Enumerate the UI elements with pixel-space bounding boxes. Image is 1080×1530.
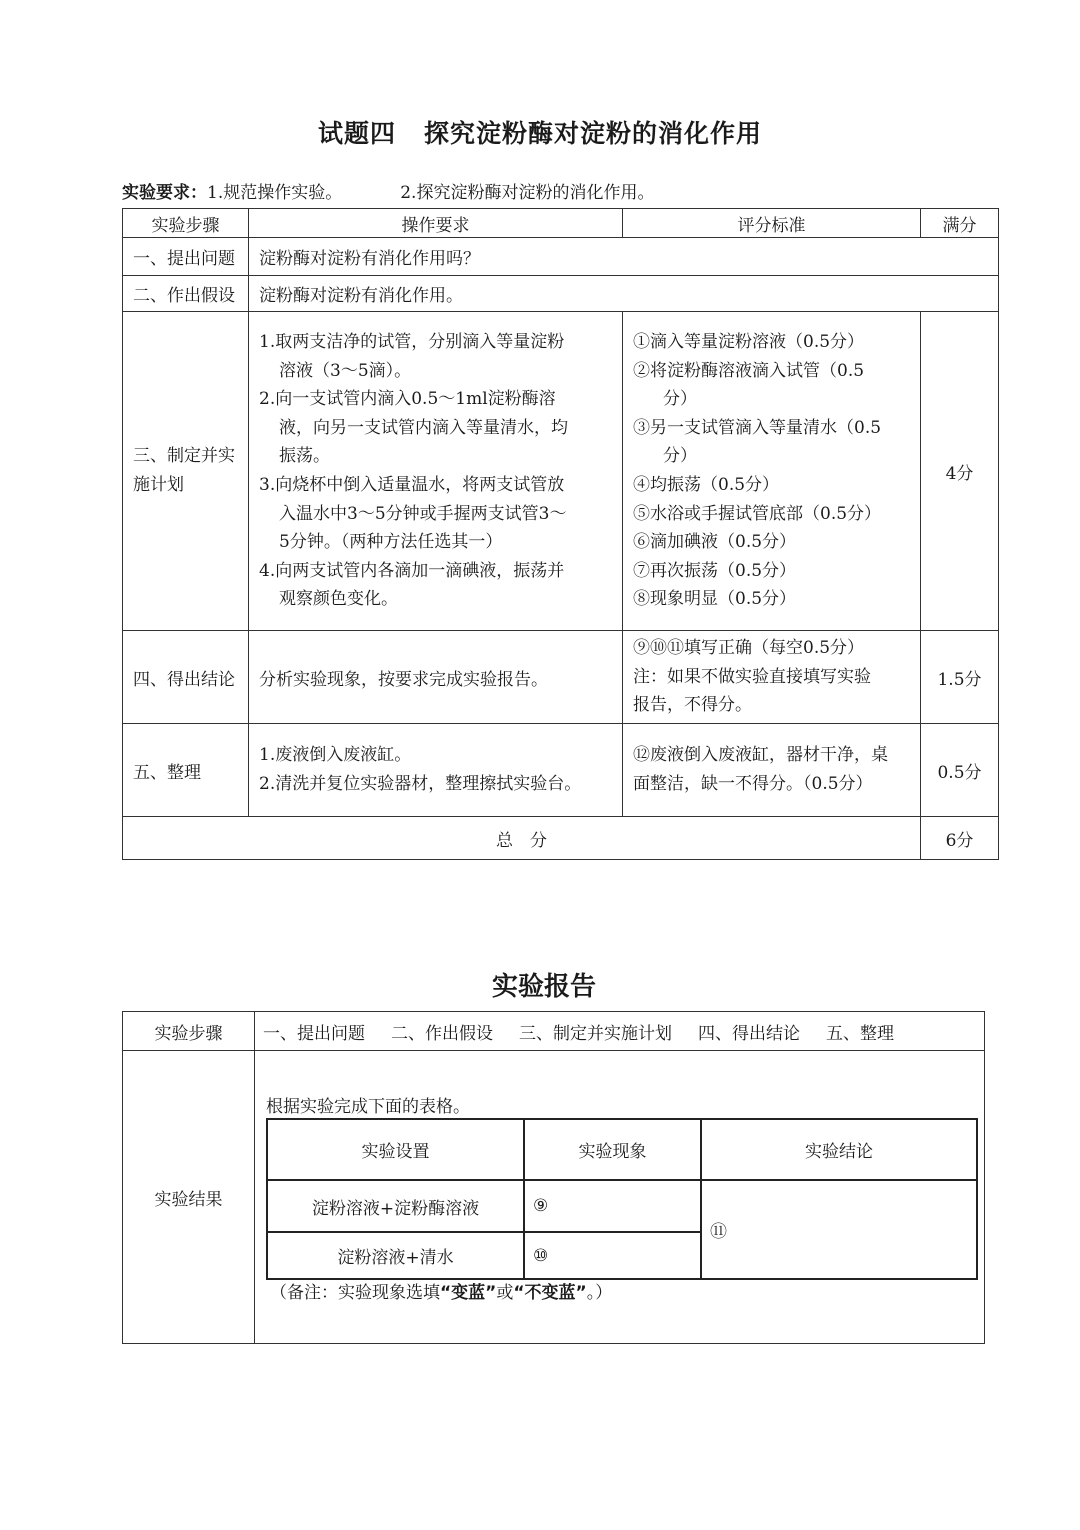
score-cell: 0.5分 — [921, 724, 999, 817]
report-steps-row — [123, 1012, 985, 1051]
header-score: 满分 — [921, 209, 999, 238]
total-score: 6分 — [921, 817, 999, 860]
total-label: 总 分 — [123, 817, 921, 860]
table-row — [123, 724, 999, 817]
table-row — [123, 276, 999, 312]
exam-title — [0, 114, 1080, 150]
note-option-not-blue: “不变蓝” — [513, 1283, 587, 1303]
requirement-2: 2.探究淀粉酶对淀粉的消化作用。 — [400, 183, 655, 203]
report-note — [270, 1278, 612, 1303]
criteria-line: ⑤水浴或手握试管底部（0.5分） — [633, 503, 882, 524]
report-results-cell — [255, 1051, 985, 1344]
step-cell: 五、整理 — [123, 724, 249, 817]
note-or: 或 — [496, 1283, 514, 1303]
report-step: 三、制定并实施计划 — [519, 1023, 672, 1044]
table-header-row — [123, 209, 999, 238]
table-row — [123, 631, 999, 724]
requirements — [122, 178, 654, 203]
phenomenon-blank: ⑩ — [524, 1232, 701, 1279]
criteria-line: ⑨⑩⑪填写正确（每空0.5分） — [633, 638, 865, 659]
criteria-line: 报告，不得分。 — [633, 695, 752, 716]
report-step: 一、提出问题 — [263, 1023, 365, 1044]
report-step: 五、整理 — [826, 1023, 894, 1044]
requirement-line: 入温水中3～5分钟或手握两支试管3～ — [279, 503, 567, 524]
scoring-table — [122, 208, 999, 860]
note-prefix: （备注：实验现象选填 — [270, 1283, 440, 1303]
header-criteria: 评分标准 — [623, 209, 921, 238]
header-requirement: 操作要求 — [249, 209, 623, 238]
step-cell: 一、提出问题 — [123, 238, 249, 276]
requirement-line: 5分钟。（两种方法任选其一） — [279, 532, 503, 553]
results-table — [266, 1118, 978, 1280]
requirements-label: 实验要求： — [122, 183, 207, 203]
score-cell: 1.5分 — [921, 631, 999, 724]
criteria-line: ⑫废液倒入废液缸，器材干净，桌 — [633, 745, 888, 766]
criteria-cell — [623, 631, 921, 724]
results-row — [267, 1180, 977, 1232]
conclusion-blank: ⑪ — [701, 1180, 977, 1279]
exam-number: 试题四 — [317, 119, 396, 148]
requirement-line: 1.取两支洁净的试管，分别滴入等量淀粉 — [259, 332, 565, 353]
report-steps-label: 实验步骤 — [123, 1012, 255, 1051]
requirement-line: 液，向另一支试管内滴入等量清水，均 — [279, 417, 568, 438]
criteria-cell — [623, 312, 921, 631]
report-table — [122, 1011, 985, 1344]
total-row — [123, 817, 999, 860]
results-header-conclusion: 实验结论 — [701, 1119, 977, 1180]
results-header-setup: 实验设置 — [267, 1119, 524, 1180]
report-results-label: 实验结果 — [123, 1051, 255, 1344]
report-steps — [255, 1012, 985, 1051]
criteria-line: 注：如果不做实验直接填写实验 — [633, 666, 871, 687]
report-step: 二、作出假设 — [391, 1023, 493, 1044]
requirement-1: 1.规范操作实验。 — [207, 183, 343, 203]
step-line: 施计划 — [133, 475, 184, 495]
step-cell: 二、作出假设 — [123, 276, 249, 312]
setup-cell: 淀粉溶液+清水 — [267, 1232, 524, 1279]
report-results-row — [123, 1051, 985, 1344]
requirement-cell — [249, 724, 623, 817]
table-row — [123, 238, 999, 276]
results-header-phenomenon: 实验现象 — [524, 1119, 701, 1180]
requirement-line: 2.清洗并复位实验器材，整理擦拭实验台。 — [259, 774, 582, 794]
table-row — [123, 312, 999, 631]
requirement-cell: 淀粉酶对淀粉有消化作用。 — [249, 276, 999, 312]
criteria-line: ②将淀粉酶溶液滴入试管（0.5 — [633, 360, 865, 381]
note-suffix: 。） — [586, 1283, 613, 1303]
requirement-cell — [249, 312, 623, 631]
criteria-line: ④均振荡（0.5分） — [633, 475, 780, 495]
setup-cell: 淀粉溶液+淀粉酶溶液 — [267, 1180, 524, 1232]
requirement-line: 2.向一支试管内滴入0.5～1ml淀粉酶溶 — [259, 389, 556, 410]
step-cell: 四、得出结论 — [123, 631, 249, 724]
step-cell — [123, 312, 249, 631]
requirement-line: 4.向两支试管内各滴加一滴碘液，振荡并 — [259, 560, 565, 581]
step-line: 三、制定并实 — [133, 446, 235, 467]
exam-topic: 探究淀粉酶对淀粉的消化作用 — [424, 119, 763, 148]
report-instruction: 根据实验完成下面的表格。 — [266, 1097, 470, 1117]
requirement-line: 3.向烧杯中倒入适量温水，将两支试管放 — [259, 475, 565, 495]
criteria-line: ①滴入等量淀粉溶液（0.5分） — [633, 332, 865, 353]
note-option-blue: “变蓝” — [440, 1283, 497, 1303]
criteria-cell — [623, 724, 921, 817]
score-cell: 4分 — [921, 312, 999, 631]
requirement-line: 溶液（3～5滴）。 — [279, 360, 412, 381]
header-step: 实验步骤 — [123, 209, 249, 238]
requirement-cell: 淀粉酶对淀粉有消化作用吗？ — [249, 238, 999, 276]
criteria-line: ⑦再次振荡（0.5分） — [633, 560, 797, 581]
criteria-line: 分） — [663, 389, 697, 410]
criteria-line: 面整洁，缺一不得分。（0.5分） — [633, 774, 873, 794]
criteria-line: ③另一支试管滴入等量清水（0.5 — [633, 417, 882, 438]
results-header-row — [267, 1119, 977, 1180]
requirement-line: 1.废液倒入废液缸。 — [259, 745, 412, 766]
criteria-line: ⑥滴加碘液（0.5分） — [633, 532, 797, 553]
criteria-line: 分） — [663, 446, 697, 467]
requirement-line: 振荡。 — [279, 446, 330, 467]
criteria-line: ⑧现象明显（0.5分） — [633, 589, 797, 610]
requirement-line: 观察颜色变化。 — [279, 589, 398, 610]
report-step: 四、得出结论 — [698, 1023, 800, 1044]
report-title: 实验报告 — [491, 972, 596, 1002]
requirement-cell: 分析实验现象，按要求完成实验报告。 — [249, 631, 623, 724]
phenomenon-blank: ⑨ — [524, 1180, 701, 1232]
